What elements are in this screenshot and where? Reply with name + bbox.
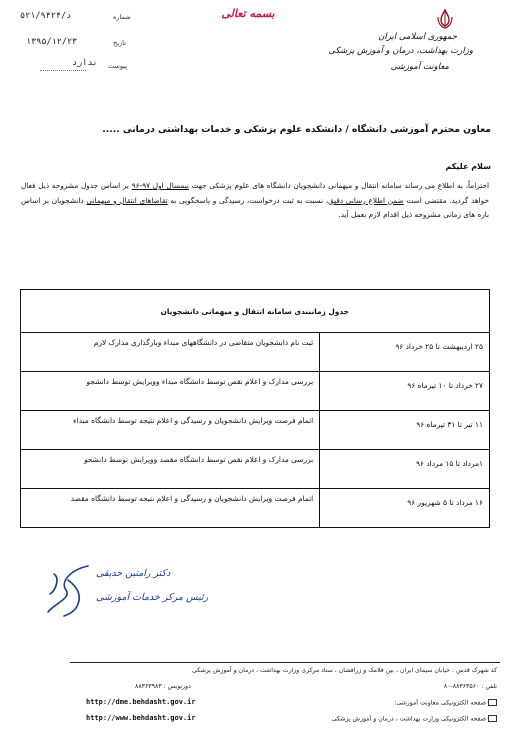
greeting: سلام علیکم [445, 162, 491, 171]
para-notify: ضمن اطلاع رسانی دقیق [328, 195, 404, 205]
footer-fax: دورنویس : ۸۸۳۶۳۹۸۳ [135, 683, 191, 690]
row-date: ۱مرداد تا ۱۵ مرداد ۹۶ [320, 450, 490, 489]
para-text-3: ، نسبت به ثبت درخواست، رسیدگی و پاسخگویی به [167, 195, 329, 205]
footer-web-link[interactable]: http://www.behdasht.gov.ir [86, 714, 196, 722]
para-text-1: احتراماً، به اطلاع می رساند سامانه انتقال و میهمانی دانشجویان دانشگاه های علوم پزشکی جهت [188, 181, 489, 190]
table-header: جدول زمانبندی سامانه انتقال و میهمانی دانشجویان [21, 290, 490, 333]
row-date: ۲۵ اردیبهشت تا ۲۵ خرداد ۹۶ [320, 333, 490, 372]
number-label: شماره [113, 13, 131, 21]
row-description: بررسی مدارک و اعلام نقص توسط دانشگاه مبداء وویرایش توسط دانشجو [21, 372, 320, 411]
signatory-position: رئیس مرکز خدمات آموزشی [96, 592, 209, 603]
table-row [21, 333, 490, 372]
para-requests: تقاضاهای انتقال و میهمانی [86, 195, 168, 205]
para-text-4: دانشجویان بر اساس بازه های زمانی مشروحه ذیل اقدام لازم بعمل آید. [21, 195, 489, 220]
table-row [21, 372, 490, 411]
mail-icon [488, 699, 497, 706]
footer-email-label [394, 699, 497, 707]
gov-line-2: وزارت بهداشت، درمان و آموزش پزشکی [328, 46, 473, 56]
row-description: بررسی مدارک و اعلام نقص توسط دانشگاه مقصد وویرایش توسط دانشجو [21, 450, 320, 489]
footer-web-label [332, 715, 497, 723]
footer-address: کد شهرک قدس : خیابان سیمای ایران ، بین فلامک و زرافشان ، ستاد مرکزی وزارت بهداشت ، درمان و آموزش پزشکی [192, 667, 497, 674]
footer-web-label-text: صفحه الکترونیکی وزارت بهداشت ، درمان و آموزش پزشکی [331, 715, 487, 723]
gov-line-1: جمهوری اسلامی ایران [378, 32, 457, 42]
row-date: ۲۷ خرداد تا ۱۰ تیرماه ۹۶ [320, 372, 490, 411]
signatory-name: دکتر رامتین حدیقی [96, 568, 171, 579]
bismillah: بسمه تعالی [221, 7, 275, 20]
footer-email-link[interactable]: http://dme.behdasht.gov.ir [86, 698, 196, 706]
row-description: اتمام فرصت ویرایش دانشجویان و رسیدگی و اعلام نتیجه توسط دانشگاه مبداء [21, 411, 320, 450]
signature-scribble-icon [30, 560, 110, 620]
attachment-value: ندارد [72, 58, 98, 68]
iran-emblem-icon [434, 8, 456, 30]
letter-date: ۱۳۹۵/۱۲/۲۳ [26, 37, 78, 47]
letter-title: معاون محترم آموزشی دانشگاه / دانشکده علوم پزشکی و خدمات بهداشتی درمانی ..... [102, 124, 491, 135]
footer-email-label-text: صفحه الکترونیکی معاونت آموزشی: [394, 699, 487, 707]
attachment-dots [40, 70, 86, 71]
para-text-2: بر اساس جدول مشروحه ذیل فعال خواهد گردید. مقتضی است [21, 181, 489, 205]
attachment-label: پیوست [108, 62, 127, 70]
row-date: ۱۶ مرداد تا ۵ شهریور ۹۶ [320, 489, 490, 528]
table-row [21, 489, 490, 528]
gov-line-3: معاونت آموزشی [390, 62, 449, 72]
para-semester: نیمسال اول ۹۷-۹۶ [131, 181, 189, 190]
footer-phone: تلفن : ۸۸۳۶۳۵۶۰-۸۰ [443, 683, 497, 690]
letter-number: ۵۲۱/۹۴۲۴/د [20, 11, 72, 21]
schedule-table [20, 289, 490, 528]
footer-divider [70, 662, 500, 663]
table-row [21, 411, 490, 450]
date-label: تاریخ [113, 39, 126, 47]
mail-icon [488, 715, 497, 722]
table-row [21, 450, 490, 489]
row-description: اتمام فرصت ویرایش دانشجویان و رسیدگی و اعلام نتیجه توسط دانشگاه مقصد [21, 489, 320, 528]
row-date: ۱۱ تیر تا ۳۱ تیرماه ۹۶ [320, 411, 490, 450]
letter-paragraph [21, 179, 489, 223]
row-description: ثبت نام دانشجویان متقاضی در دانشگاههای مبداء وبارگذاری مدارک لازم [21, 333, 320, 372]
